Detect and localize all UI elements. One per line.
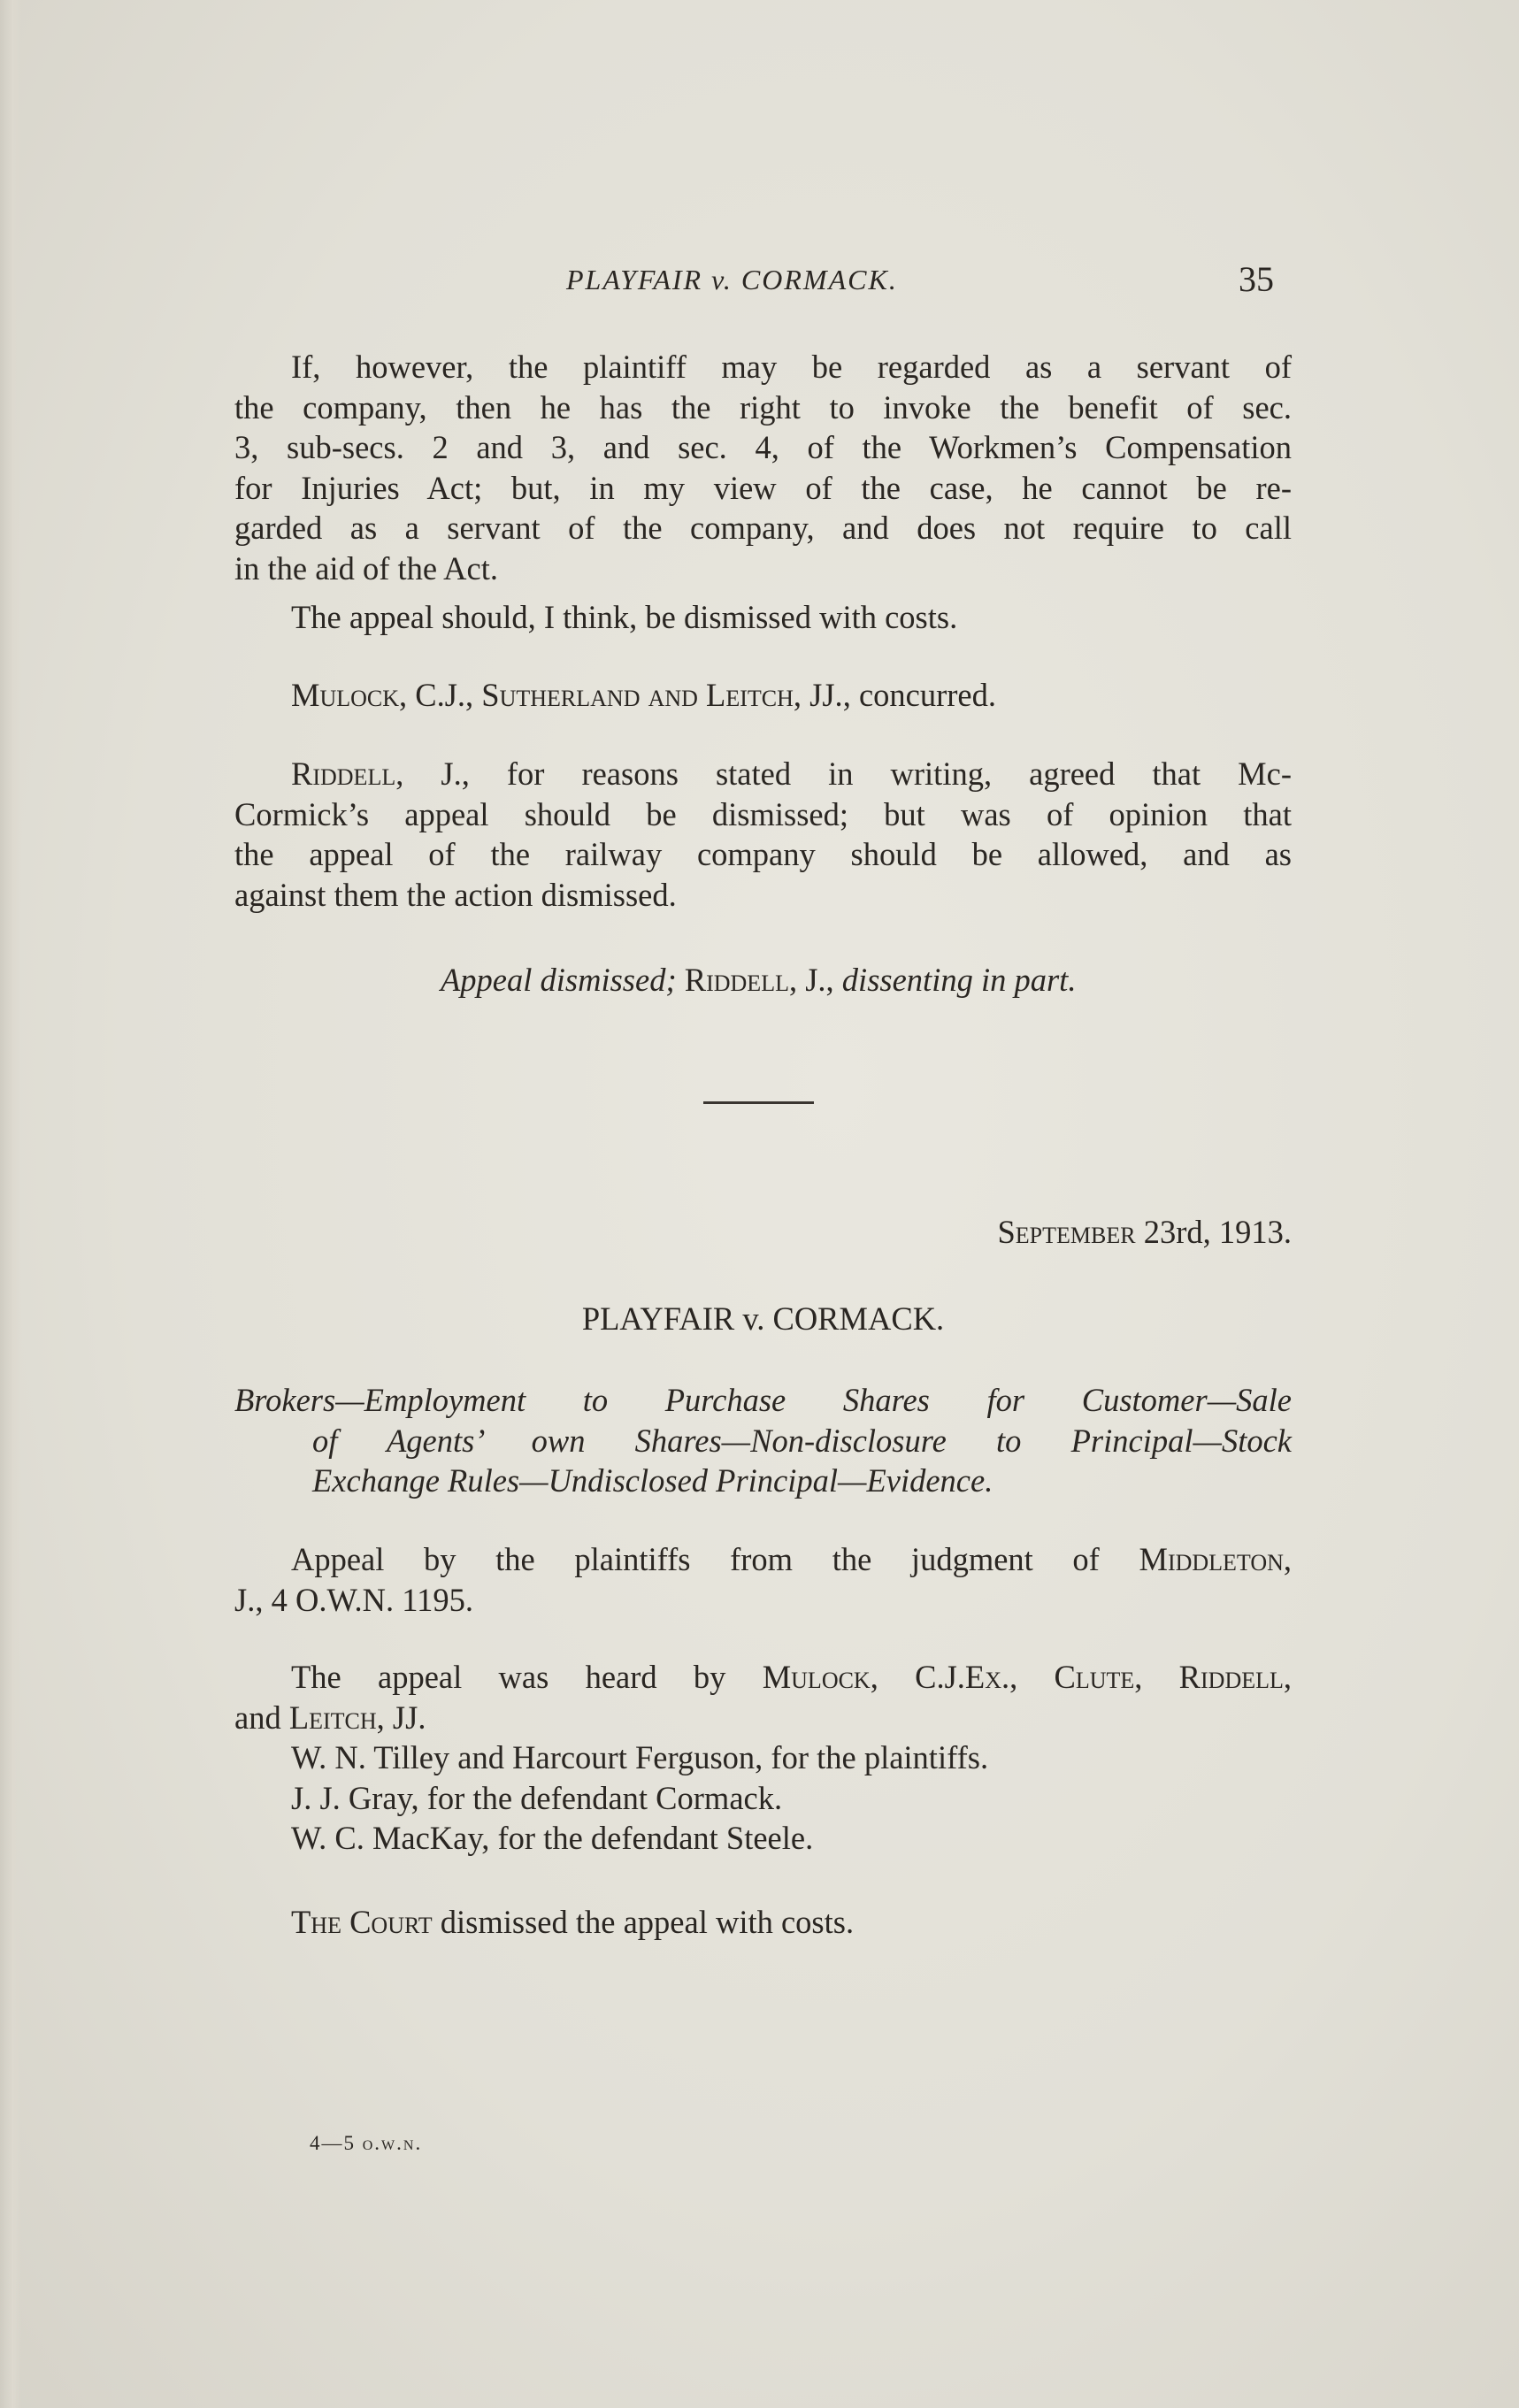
text-run: dismissed the appeal with costs. <box>432 1904 855 1940</box>
counsel-line: W. N. Tilley and Harcourt Ferguson, for the plaintiffs. <box>291 1739 989 1775</box>
counsel-line: J. J. Gray, for the defendant Cormack. <box>291 1779 783 1816</box>
headnote <box>234 1380 1292 1501</box>
concurrence-verb: , concurred. <box>842 677 996 713</box>
text-line: in the aid of the Act. <box>234 549 499 587</box>
case-date <box>234 1212 1292 1253</box>
text-line: Appeal by the plaintiffs from the judgment of Middleton, <box>291 1541 1293 1577</box>
text-line: Exchange Rules—Undisclosed Principal—Evidence. <box>312 1462 993 1499</box>
court-name: The Court <box>291 1904 433 1940</box>
text-run: The appeal was heard by <box>291 1659 726 1695</box>
result-part: dissenting in part. <box>841 962 1077 998</box>
text-line <box>234 1212 1292 1253</box>
text-line: garded as a servant of the company, and does not require to call <box>234 510 1292 546</box>
concurrence <box>234 675 1292 716</box>
book-spine-shadow <box>0 0 21 2408</box>
riddell-paragraph <box>234 754 1292 915</box>
text-run: , J., for reasons stated in writing, agreed that Mc- <box>395 755 1292 792</box>
result-line <box>234 960 1292 1001</box>
judge-name: Riddell <box>291 755 396 792</box>
text-run: , JJ. <box>376 1699 426 1736</box>
text-line: 3, sub-secs. 2 and 3, and sec. 4, of the Workmen’s Compensation <box>234 429 1292 465</box>
text-line <box>234 754 1292 794</box>
text-run: Appeal by the plaintiffs from the judgment of <box>291 1541 1100 1577</box>
court-disposition <box>234 1902 1292 1943</box>
text-run: and <box>234 1699 281 1736</box>
text-line: against them the action dismissed. <box>234 876 677 913</box>
section-divider <box>703 1101 814 1104</box>
result-part: , J., <box>788 962 842 998</box>
page-number: 35 <box>1239 259 1274 299</box>
text-line <box>234 1902 1292 1943</box>
opinion-paragraph-1 <box>234 347 1292 588</box>
text-line: of Agents’ own Shares—Non-disclosure to Principal—Stock <box>312 1422 1292 1459</box>
hearing-paragraph <box>234 1657 1292 1859</box>
date-rest: 23rd, 1913. <box>1135 1214 1292 1250</box>
text-line: Cormick’s appeal should be dismissed; but was of opinion that <box>234 795 1292 832</box>
opinion-paragraph-2 <box>234 597 1292 638</box>
appeal-paragraph <box>234 1539 1292 1620</box>
signature-mark: 4—5 o.w.n. <box>310 2132 423 2154</box>
text-line: PLAYFAIR v. CORMACK. <box>581 1300 945 1337</box>
judge-name: Middleton <box>1139 1541 1284 1577</box>
text-line: If, however, the plaintiff may be regarded as a servant of <box>291 349 1292 385</box>
date-month: September <box>997 1214 1136 1250</box>
text-line <box>234 675 1292 716</box>
text-line <box>234 1698 1292 1738</box>
text-line: for Injuries Act; but, in my view of the case, he cannot be re- <box>234 469 1292 506</box>
text-line <box>234 960 1292 1001</box>
text-line: Brokers—Employment to Purchase Shares for Customer—Sale <box>234 1382 1292 1418</box>
running-title: PLAYFAIR v. CORMACK. <box>566 264 898 295</box>
judges-list: Mulock, C.J.Ex., Clute, Riddell, <box>762 1659 1293 1695</box>
case-title <box>234 1299 1292 1339</box>
judge-name: Riddell <box>684 962 789 998</box>
text-line <box>234 1657 1292 1698</box>
result-part: Appeal dismissed; <box>441 962 677 998</box>
text-line: J., 4 O.W.N. 1195. <box>234 1581 474 1618</box>
concurring-judges: Mulock, C.J., Sutherland and Leitch, JJ. <box>291 677 843 713</box>
counsel-line: W. C. MacKay, for the defendant Steele. <box>291 1820 814 1856</box>
text-line: the company, then he has the right to invoke the benefit of sec. <box>234 388 1292 426</box>
text-line: The appeal should, I think, be dismissed with costs. <box>291 599 958 635</box>
running-head <box>0 258 1519 308</box>
text-line: the appeal of the railway company should be allowed, and as <box>234 836 1292 872</box>
judge-name: Leitch <box>288 1699 377 1736</box>
